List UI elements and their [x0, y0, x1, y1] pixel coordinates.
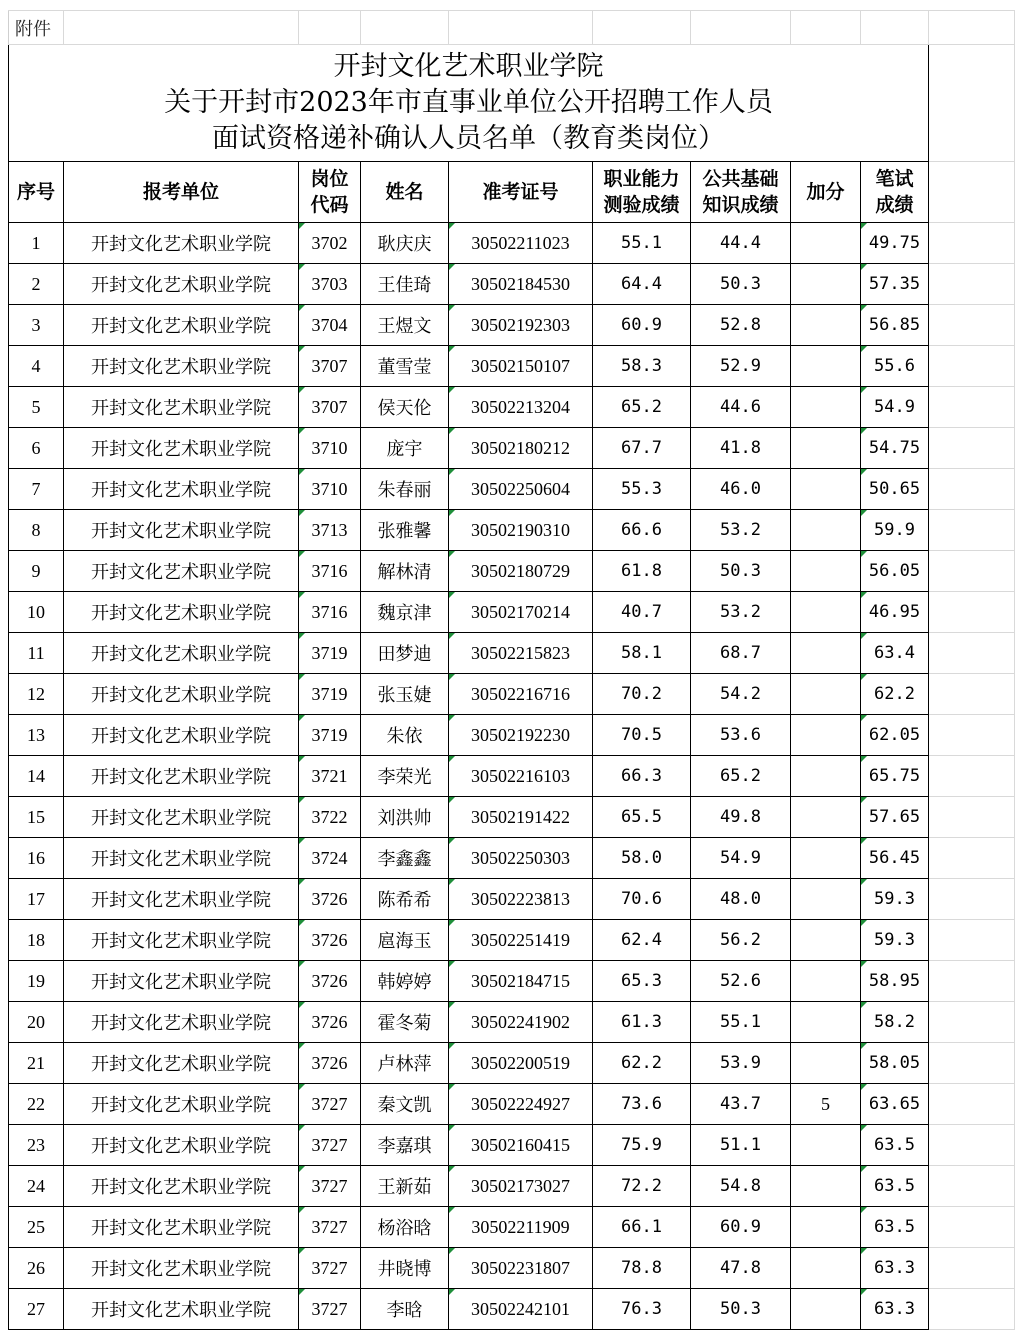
table-row — [9, 838, 1015, 879]
cell-basic-score: 53.6 — [691, 715, 791, 756]
cell-basic-score: 53.2 — [691, 592, 791, 633]
cell-seq: 10 — [9, 592, 64, 633]
cell-ability-score: 65.2 — [593, 387, 691, 428]
cell-basic-score: 50.3 — [691, 264, 791, 305]
table-row — [9, 1207, 1015, 1248]
cell-written-score: 63.3 — [861, 1248, 929, 1289]
cell-ability-score: 62.4 — [593, 920, 691, 961]
table-row — [9, 264, 1015, 305]
cell-exam-no: 30502150107 — [449, 346, 593, 387]
cell-name: 王新茹 — [361, 1166, 449, 1207]
cell-name: 耿庆庆 — [361, 223, 449, 264]
cell-seq: 11 — [9, 633, 64, 674]
cell-ability-score: 62.2 — [593, 1043, 691, 1084]
cell-name: 朱春丽 — [361, 469, 449, 510]
cell-exam-no: 30502216716 — [449, 674, 593, 715]
cell-ability-score: 72.2 — [593, 1166, 691, 1207]
cell-exam-no: 30502242101 — [449, 1289, 593, 1330]
cell-basic-score: 49.8 — [691, 797, 791, 838]
cell-unit: 开封文化艺术职业学院 — [64, 797, 299, 838]
cell-seq: 5 — [9, 387, 64, 428]
cell-bonus — [791, 510, 861, 551]
cell-written-score: 58.2 — [861, 1002, 929, 1043]
cell-ability-score: 67.7 — [593, 428, 691, 469]
cell-post-code: 3722 — [299, 797, 361, 838]
cell-ability-score: 58.1 — [593, 633, 691, 674]
cell-exam-no: 30502251419 — [449, 920, 593, 961]
cell-seq: 27 — [9, 1289, 64, 1330]
cell-exam-no: 30502190310 — [449, 510, 593, 551]
cell-bonus — [791, 961, 861, 1002]
cell-unit: 开封文化艺术职业学院 — [64, 305, 299, 346]
table-row — [9, 756, 1015, 797]
cell-written-score: 63.4 — [861, 633, 929, 674]
cell-unit: 开封文化艺术职业学院 — [64, 1002, 299, 1043]
cell-ability-score: 70.5 — [593, 715, 691, 756]
cell-basic-score: 41.8 — [691, 428, 791, 469]
cell-written-score: 59.9 — [861, 510, 929, 551]
cell-exam-no: 30502160415 — [449, 1125, 593, 1166]
cell-bonus — [791, 797, 861, 838]
spreadsheet — [8, 10, 1015, 1330]
cell-bonus — [791, 264, 861, 305]
cell-name: 侯天伦 — [361, 387, 449, 428]
cell-seq: 25 — [9, 1207, 64, 1248]
table-row — [9, 674, 1015, 715]
cell-written-score: 56.85 — [861, 305, 929, 346]
cell-name: 董雪莹 — [361, 346, 449, 387]
cell-written-score: 57.65 — [861, 797, 929, 838]
table-row — [9, 510, 1015, 551]
cell-written-score: 63.65 — [861, 1084, 929, 1125]
cell-unit: 开封文化艺术职业学院 — [64, 715, 299, 756]
cell-unit: 开封文化艺术职业学院 — [64, 1289, 299, 1330]
cell-post-code: 3710 — [299, 428, 361, 469]
cell-exam-no: 30502250303 — [449, 838, 593, 879]
cell-bonus — [791, 551, 861, 592]
cell-post-code: 3707 — [299, 346, 361, 387]
cell-bonus — [791, 838, 861, 879]
cell-ability-score: 66.6 — [593, 510, 691, 551]
cell-post-code: 3726 — [299, 1002, 361, 1043]
cell-seq: 4 — [9, 346, 64, 387]
cell-post-code: 3727 — [299, 1125, 361, 1166]
cell-seq: 1 — [9, 223, 64, 264]
cell-unit: 开封文化艺术职业学院 — [64, 428, 299, 469]
table-row — [9, 715, 1015, 756]
cell-exam-no: 30502192303 — [449, 305, 593, 346]
cell-unit: 开封文化艺术职业学院 — [64, 1166, 299, 1207]
cell-post-code: 3727 — [299, 1166, 361, 1207]
cell-unit: 开封文化艺术职业学院 — [64, 346, 299, 387]
cell-post-code: 3704 — [299, 305, 361, 346]
header-row — [9, 162, 1015, 223]
cell-exam-no: 30502184715 — [449, 961, 593, 1002]
cell-unit: 开封文化艺术职业学院 — [64, 592, 299, 633]
cell-unit: 开封文化艺术职业学院 — [64, 838, 299, 879]
table-row — [9, 387, 1015, 428]
cell-ability-score: 66.1 — [593, 1207, 691, 1248]
cell-name: 李嘉琪 — [361, 1125, 449, 1166]
cell-basic-score: 46.0 — [691, 469, 791, 510]
cell-written-score: 63.5 — [861, 1166, 929, 1207]
cell-seq: 9 — [9, 551, 64, 592]
cell-post-code: 3726 — [299, 961, 361, 1002]
cell-bonus — [791, 1043, 861, 1084]
cell-name: 杨浴晗 — [361, 1207, 449, 1248]
cell-unit: 开封文化艺术职业学院 — [64, 1084, 299, 1125]
cell-basic-score: 54.2 — [691, 674, 791, 715]
cell-written-score: 56.05 — [861, 551, 929, 592]
cell-unit: 开封文化艺术职业学院 — [64, 1207, 299, 1248]
cell-exam-no: 30502215823 — [449, 633, 593, 674]
cell-bonus — [791, 305, 861, 346]
header-ability-score: 职业能力 测验成绩 — [593, 162, 691, 223]
cell-bonus: 5 — [791, 1084, 861, 1125]
cell-unit: 开封文化艺术职业学院 — [64, 1125, 299, 1166]
cell-bonus — [791, 223, 861, 264]
cell-exam-no: 30502231807 — [449, 1248, 593, 1289]
cell-bonus — [791, 469, 861, 510]
cell-bonus — [791, 592, 861, 633]
cell-exam-no: 30502184530 — [449, 264, 593, 305]
cell-basic-score: 60.9 — [691, 1207, 791, 1248]
cell-seq: 21 — [9, 1043, 64, 1084]
cell-ability-score: 70.2 — [593, 674, 691, 715]
cell-seq: 16 — [9, 838, 64, 879]
header-unit: 报考单位 — [64, 162, 299, 223]
cell-written-score: 55.6 — [861, 346, 929, 387]
header-post-code: 岗位 代码 — [299, 162, 361, 223]
cell-bonus — [791, 920, 861, 961]
cell-name: 李晗 — [361, 1289, 449, 1330]
cell-post-code: 3727 — [299, 1207, 361, 1248]
cell-written-score: 63.5 — [861, 1125, 929, 1166]
cell-basic-score: 56.2 — [691, 920, 791, 961]
cell-post-code: 3726 — [299, 879, 361, 920]
cell-bonus — [791, 1207, 861, 1248]
cell-name: 张玉婕 — [361, 674, 449, 715]
cell-exam-no: 30502241902 — [449, 1002, 593, 1043]
cell-name: 张雅馨 — [361, 510, 449, 551]
table-row — [9, 469, 1015, 510]
cell-post-code: 3716 — [299, 551, 361, 592]
cell-unit: 开封文化艺术职业学院 — [64, 551, 299, 592]
cell-post-code: 3724 — [299, 838, 361, 879]
cell-basic-score: 52.6 — [691, 961, 791, 1002]
cell-bonus — [791, 387, 861, 428]
cell-ability-score: 60.9 — [593, 305, 691, 346]
cell-basic-score: 44.6 — [691, 387, 791, 428]
cell-ability-score: 78.8 — [593, 1248, 691, 1289]
cell-unit: 开封文化艺术职业学院 — [64, 510, 299, 551]
table-row — [9, 961, 1015, 1002]
cell-name: 田梦迪 — [361, 633, 449, 674]
cell-name: 朱依 — [361, 715, 449, 756]
cell-ability-score: 64.4 — [593, 264, 691, 305]
cell-post-code: 3719 — [299, 633, 361, 674]
table-row — [9, 633, 1015, 674]
cell-unit: 开封文化艺术职业学院 — [64, 1248, 299, 1289]
cell-name: 王煜文 — [361, 305, 449, 346]
cell-name: 庞宇 — [361, 428, 449, 469]
cell-exam-no: 30502200519 — [449, 1043, 593, 1084]
cell-bonus — [791, 1166, 861, 1207]
cell-seq: 8 — [9, 510, 64, 551]
cell-exam-no: 30502211909 — [449, 1207, 593, 1248]
cell-basic-score: 51.1 — [691, 1125, 791, 1166]
cell-seq: 14 — [9, 756, 64, 797]
table-row — [9, 1084, 1015, 1125]
cell-name: 卢林萍 — [361, 1043, 449, 1084]
cell-post-code: 3710 — [299, 469, 361, 510]
table-row — [9, 1002, 1015, 1043]
document-title — [9, 45, 929, 162]
cell-post-code: 3719 — [299, 674, 361, 715]
cell-exam-no: 30502173027 — [449, 1166, 593, 1207]
cell-written-score: 63.5 — [861, 1207, 929, 1248]
header-written-score: 笔试 成绩 — [861, 162, 929, 223]
cell-basic-score: 54.9 — [691, 838, 791, 879]
cell-name: 陈希希 — [361, 879, 449, 920]
header-name: 姓名 — [361, 162, 449, 223]
cell-basic-score: 53.2 — [691, 510, 791, 551]
cell-ability-score: 70.6 — [593, 879, 691, 920]
cell-exam-no: 30502216103 — [449, 756, 593, 797]
cell-bonus — [791, 1248, 861, 1289]
table-row — [9, 920, 1015, 961]
cell-ability-score: 65.3 — [593, 961, 691, 1002]
cell-name: 魏京津 — [361, 592, 449, 633]
cell-name: 刘洪帅 — [361, 797, 449, 838]
table-row — [9, 592, 1015, 633]
cell-ability-score: 61.3 — [593, 1002, 691, 1043]
cell-basic-score: 52.8 — [691, 305, 791, 346]
cell-seq: 22 — [9, 1084, 64, 1125]
cell-basic-score: 44.4 — [691, 223, 791, 264]
cell-ability-score: 58.0 — [593, 838, 691, 879]
cell-basic-score: 53.9 — [691, 1043, 791, 1084]
cell-name: 霍冬菊 — [361, 1002, 449, 1043]
cell-unit: 开封文化艺术职业学院 — [64, 223, 299, 264]
cell-exam-no: 30502211023 — [449, 223, 593, 264]
cell-seq: 20 — [9, 1002, 64, 1043]
cell-name: 井晓博 — [361, 1248, 449, 1289]
attachment-label: 附件 — [9, 11, 64, 45]
cell-basic-score: 55.1 — [691, 1002, 791, 1043]
cell-written-score: 56.45 — [861, 838, 929, 879]
cell-bonus — [791, 428, 861, 469]
cell-post-code: 3707 — [299, 387, 361, 428]
roster-rows — [9, 223, 1015, 1330]
cell-written-score: 54.9 — [861, 387, 929, 428]
cell-post-code: 3726 — [299, 1043, 361, 1084]
cell-written-score: 62.2 — [861, 674, 929, 715]
cell-ability-score: 66.3 — [593, 756, 691, 797]
cell-written-score: 49.75 — [861, 223, 929, 264]
cell-written-score: 65.75 — [861, 756, 929, 797]
cell-basic-score: 50.3 — [691, 1289, 791, 1330]
cell-written-score: 58.05 — [861, 1043, 929, 1084]
cell-name: 李鑫鑫 — [361, 838, 449, 879]
cell-exam-no: 30502223813 — [449, 879, 593, 920]
cell-basic-score: 48.0 — [691, 879, 791, 920]
cell-post-code: 3713 — [299, 510, 361, 551]
cell-unit: 开封文化艺术职业学院 — [64, 387, 299, 428]
cell-post-code: 3702 — [299, 223, 361, 264]
cell-post-code: 3719 — [299, 715, 361, 756]
table-row — [9, 1166, 1015, 1207]
cell-written-score: 58.95 — [861, 961, 929, 1002]
title-row — [9, 45, 1015, 162]
cell-written-score: 62.05 — [861, 715, 929, 756]
cell-post-code: 3716 — [299, 592, 361, 633]
cell-exam-no: 30502191422 — [449, 797, 593, 838]
cell-name: 秦文凯 — [361, 1084, 449, 1125]
cell-unit: 开封文化艺术职业学院 — [64, 674, 299, 715]
cell-bonus — [791, 674, 861, 715]
cell-ability-score: 73.6 — [593, 1084, 691, 1125]
cell-post-code: 3703 — [299, 264, 361, 305]
cell-unit: 开封文化艺术职业学院 — [64, 264, 299, 305]
cell-post-code: 3721 — [299, 756, 361, 797]
table-row — [9, 1043, 1015, 1084]
cell-seq: 12 — [9, 674, 64, 715]
cell-ability-score: 75.9 — [593, 1125, 691, 1166]
table-row — [9, 346, 1015, 387]
cell-written-score: 46.95 — [861, 592, 929, 633]
cell-written-score: 63.3 — [861, 1289, 929, 1330]
cell-bonus — [791, 633, 861, 674]
cell-unit: 开封文化艺术职业学院 — [64, 961, 299, 1002]
cell-bonus — [791, 1125, 861, 1166]
table-row — [9, 305, 1015, 346]
title-line-1: 开封文化艺术职业学院 — [333, 51, 604, 82]
table-row — [9, 1248, 1015, 1289]
cell-bonus — [791, 756, 861, 797]
cell-unit: 开封文化艺术职业学院 — [64, 1043, 299, 1084]
table-row — [9, 428, 1015, 469]
cell-unit: 开封文化艺术职业学院 — [64, 633, 299, 674]
cell-unit: 开封文化艺术职业学院 — [64, 920, 299, 961]
attachment-row — [9, 11, 1015, 45]
cell-exam-no: 30502250604 — [449, 469, 593, 510]
cell-ability-score: 58.3 — [593, 346, 691, 387]
cell-ability-score: 61.8 — [593, 551, 691, 592]
cell-basic-score: 52.9 — [691, 346, 791, 387]
cell-unit: 开封文化艺术职业学院 — [64, 756, 299, 797]
cell-bonus — [791, 715, 861, 756]
cell-name: 王佳琦 — [361, 264, 449, 305]
table-row — [9, 797, 1015, 838]
cell-exam-no: 30502170214 — [449, 592, 593, 633]
cell-written-score: 59.3 — [861, 879, 929, 920]
cell-post-code: 3727 — [299, 1248, 361, 1289]
cell-ability-score: 65.5 — [593, 797, 691, 838]
table-row — [9, 551, 1015, 592]
header-seq: 序号 — [9, 162, 64, 223]
table-row — [9, 1289, 1015, 1330]
title-line-3: 面试资格递补确认人员名单（教育类岗位） — [212, 123, 725, 154]
header-exam-no: 准考证号 — [449, 162, 593, 223]
cell-written-score: 59.3 — [861, 920, 929, 961]
cell-basic-score: 47.8 — [691, 1248, 791, 1289]
cell-seq: 19 — [9, 961, 64, 1002]
cell-written-score: 57.35 — [861, 264, 929, 305]
cell-exam-no: 30502180212 — [449, 428, 593, 469]
cell-basic-score: 54.8 — [691, 1166, 791, 1207]
cell-seq: 13 — [9, 715, 64, 756]
cell-ability-score: 40.7 — [593, 592, 691, 633]
cell-seq: 15 — [9, 797, 64, 838]
cell-seq: 18 — [9, 920, 64, 961]
table-row — [9, 223, 1015, 264]
cell-ability-score: 55.1 — [593, 223, 691, 264]
cell-ability-score: 76.3 — [593, 1289, 691, 1330]
cell-post-code: 3727 — [299, 1084, 361, 1125]
cell-written-score: 54.75 — [861, 428, 929, 469]
cell-basic-score: 68.7 — [691, 633, 791, 674]
cell-written-score: 50.65 — [861, 469, 929, 510]
cell-basic-score: 50.3 — [691, 551, 791, 592]
cell-seq: 7 — [9, 469, 64, 510]
cell-seq: 2 — [9, 264, 64, 305]
header-basic-score: 公共基础 知识成绩 — [691, 162, 791, 223]
cell-seq: 24 — [9, 1166, 64, 1207]
cell-post-code: 3727 — [299, 1289, 361, 1330]
cell-seq: 6 — [9, 428, 64, 469]
cell-ability-score: 55.3 — [593, 469, 691, 510]
cell-post-code: 3726 — [299, 920, 361, 961]
cell-name: 解林清 — [361, 551, 449, 592]
cell-name: 李荣光 — [361, 756, 449, 797]
cell-exam-no: 30502224927 — [449, 1084, 593, 1125]
cell-bonus — [791, 1289, 861, 1330]
roster-table — [8, 10, 1015, 1330]
cell-basic-score: 43.7 — [691, 1084, 791, 1125]
cell-bonus — [791, 346, 861, 387]
cell-exam-no: 30502180729 — [449, 551, 593, 592]
cell-unit: 开封文化艺术职业学院 — [64, 879, 299, 920]
table-row — [9, 879, 1015, 920]
cell-seq: 17 — [9, 879, 64, 920]
cell-seq: 3 — [9, 305, 64, 346]
table-row — [9, 1125, 1015, 1166]
cell-name: 扈海玉 — [361, 920, 449, 961]
cell-unit: 开封文化艺术职业学院 — [64, 469, 299, 510]
cell-seq: 23 — [9, 1125, 64, 1166]
cell-basic-score: 65.2 — [691, 756, 791, 797]
cell-exam-no: 30502192230 — [449, 715, 593, 756]
header-bonus: 加分 — [791, 162, 861, 223]
cell-bonus — [791, 1002, 861, 1043]
cell-seq: 26 — [9, 1248, 64, 1289]
cell-bonus — [791, 879, 861, 920]
title-line-2: 关于开封市2023年市直事业单位公开招聘工作人员 — [164, 87, 773, 118]
cell-name: 韩婷婷 — [361, 961, 449, 1002]
cell-exam-no: 30502213204 — [449, 387, 593, 428]
